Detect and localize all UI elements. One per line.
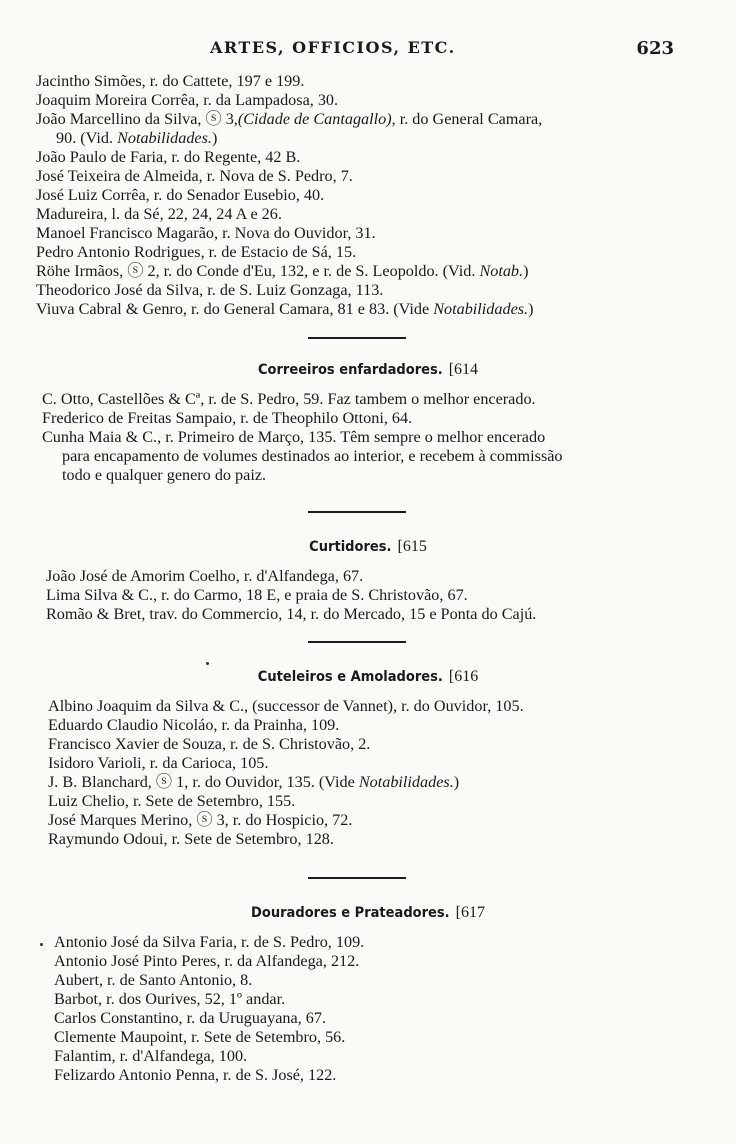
list-item: Theodorico José da Silva, r. de S. Luiz Gonzaga, 113. (36, 281, 384, 299)
list-item: Isidoro Varioli, r. da Carioca, 105. (48, 754, 269, 772)
running-head: ARTES, OFFICIOS, ETC. (210, 38, 456, 57)
list-item: Madureira, l. da Sé, 22, 24, 24 A e 26. (36, 205, 282, 223)
section-heading: Correeiros enfardadores. [614 (257, 361, 479, 378)
list-item: Francisco Xavier de Souza, r. de S. Christovão, 2. (48, 735, 371, 753)
list-item: Pedro Antonio Rodrigues, r. de Estacio de Sá, 15. (36, 243, 357, 261)
list-item: Eduardo Claudio Nicoláo, r. da Prainha, 109. (48, 716, 340, 734)
list-item: João José de Amorim Coelho, r. d'Alfandega, 67. (46, 567, 364, 585)
list-item: J. B. Blanchard, ⓢ 1, r. do Ouvidor, 135. (Vide Notabilidades.) (48, 773, 460, 791)
list-item: Albino Joaquim da Silva & C., (successor de Vannet), r. do Ouvidor, 105. (48, 697, 524, 715)
page-number: 623 (636, 38, 674, 59)
list-item: Carlos Constantino, r. da Uruguayana, 67. (54, 1009, 326, 1027)
list-item: Romão & Bret, trav. do Commercio, 14, r. do Mercado, 15 e Ponta do Cajú. (46, 605, 537, 623)
list-item: Clemente Maupoint, r. Sete de Setembro, 56. (54, 1028, 346, 1046)
section-heading: Cuteleiros e Amoladores. [616 (257, 668, 479, 685)
list-item: João Marcellino da Silva, ⓢ 3,(Cidade de Cantagallo), r. do General Camara, (36, 110, 543, 128)
list-item: Aubert, r. de Santo Antonio, 8. (54, 971, 253, 989)
list-item-continuation: todo e qualquer genero do paiz. (62, 466, 267, 484)
ink-speck (206, 662, 209, 665)
list-item: José Luiz Corrêa, r. do Senador Eusebio, 40. (36, 186, 325, 204)
list-item: Röhe Irmãos, ⓢ 2, r. do Conde d'Eu, 132, e r. de S. Leopoldo. (Vid. Notab.) (36, 262, 529, 280)
list-item: Antonio José Pinto Peres, r. da Alfandega, 212. (54, 952, 360, 970)
section-divider (308, 877, 406, 879)
section-heading: Douradores e Prateadores. [617 (251, 904, 485, 921)
list-item: Frederico de Freitas Sampaio, r. de Theophilo Ottoni, 64. (42, 409, 413, 427)
section-divider (308, 337, 406, 339)
list-item: Lima Silva & C., r. do Carmo, 18 E, e praia de S. Christovão, 67. (46, 586, 468, 604)
list-item: Antonio José da Silva Faria, r. de S. Pedro, 109. (54, 933, 365, 951)
list-item: João Paulo de Faria, r. do Regente, 42 B. (36, 148, 301, 166)
list-item: Cunha Maia & C., r. Primeiro de Março, 135. Têm sempre o melhor encerado (42, 428, 546, 446)
ink-speck (40, 943, 43, 946)
list-item: Jacintho Simões, r. do Cattete, 197 e 199. (36, 72, 305, 90)
list-item: Falantim, r. d'Alfandega, 100. (54, 1047, 248, 1065)
section-divider (308, 641, 406, 643)
section-divider (308, 511, 406, 513)
list-item: Felizardo Antonio Penna, r. de S. José, 122. (54, 1066, 337, 1084)
list-item: Joaquim Moreira Corrêa, r. da Lampadosa, 30. (36, 91, 339, 109)
list-item: José Teixeira de Almeida, r. Nova de S. Pedro, 7. (36, 167, 353, 185)
list-item: Raymundo Odoui, r. Sete de Setembro, 128. (48, 830, 334, 848)
list-item: C. Otto, Castellões & Cª, r. de S. Pedro, 59. Faz tambem o melhor encerado. (42, 390, 536, 408)
list-item: Manoel Francisco Magarão, r. Nova do Ouvidor, 31. (36, 224, 376, 242)
list-item: Viuva Cabral & Genro, r. do General Camara, 81 e 83. (Vide Notabilidades.) (36, 300, 534, 318)
list-item: Barbot, r. dos Ourives, 52, 1º andar. (54, 990, 286, 1008)
list-item-continuation: 90. (Vid. Notabilidades.) (56, 129, 218, 147)
page-header (0, 38, 736, 62)
list-item: Luiz Chelio, r. Sete de Setembro, 155. (48, 792, 296, 810)
section-heading: Curtidores. [615 (309, 538, 427, 555)
list-item: José Marques Merino, ⓢ 3, r. do Hospicio, 72. (48, 811, 353, 829)
list-item-continuation: para encapamento de volumes destinados ao interior, e recebem à commissão (62, 447, 563, 465)
